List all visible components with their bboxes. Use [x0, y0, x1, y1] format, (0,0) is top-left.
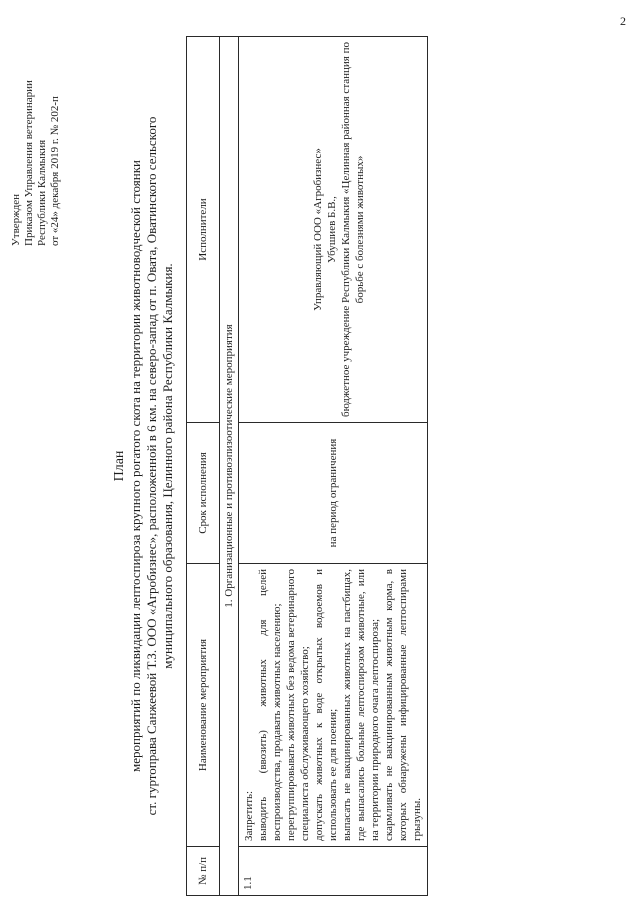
approval-line: Утвержден: [10, 193, 22, 246]
executor-line: Управляющий ООО «Агробизнес»: [312, 148, 324, 311]
title-line: мероприятий по ликвидации лептоспироза крупного рогатого скота на территории животноводческой стоянки: [128, 160, 143, 772]
plan-table: [186, 36, 428, 896]
col-header-deadline: Срок исполнения: [187, 423, 220, 564]
executor-line: бюджетное учреждение Республики Калмыкия «Целинная районная станция по борьбе с болезнями животных»: [340, 42, 366, 417]
col-header-measure: Наименование мероприятия: [187, 564, 220, 847]
row-number: 1.1: [239, 847, 428, 896]
table-header-row: [187, 37, 220, 896]
measure-item: перегруппировывать животных без ведома ветеринарного специалиста обслуживающего хозяйство;: [285, 569, 311, 841]
deadline-cell: на период ограничения: [239, 423, 428, 564]
section-row: [220, 37, 239, 896]
measure-item: выпасать не вакцинированных животных на пастбищах, где выпасались больные лептоспирозом животные, или на территории природного очага лептоспироза;: [341, 569, 381, 841]
executors-cell: [239, 37, 428, 423]
table-row: [239, 37, 428, 896]
approval-line: от «24» декабря 2019 г. № 202-п: [49, 96, 61, 246]
approval-stamp: [10, 46, 62, 246]
executor-line: Убушиев Б.В.,: [326, 196, 338, 263]
col-header-executors: Исполнители: [187, 37, 220, 423]
title-line: ст. гуртоправа Санжеевой Т.З. ООО «Агробизнес», расположенной в 6 км. на северо-запад от п. Овата, Оватинского сельского: [144, 116, 159, 816]
page-number: 2: [620, 14, 626, 28]
measure-item: Запретить:: [243, 790, 255, 841]
measures-cell: [239, 564, 428, 847]
measure-item: выводить (ввозить) животных для целей воспроизводства, продавать животных населению;: [257, 569, 283, 841]
measure-item: скармливать не вакцинированным животным корма, в которых обнаружены инфицированные лептоспирами грызуны.: [383, 569, 423, 841]
measure-item: допускать животных к воде открытых водоемов и использовать ее для поения;: [313, 569, 339, 841]
col-header-number: № п/п: [187, 847, 220, 896]
approval-line: Республики Калмыкия: [36, 139, 48, 246]
approval-line: Приказом Управления ветеринарии: [23, 80, 35, 246]
title-line: муниципального образования, Целинного района Республики Калмыкия.: [160, 263, 175, 669]
document-title: [112, 36, 176, 896]
document-sheet: [4, 36, 604, 896]
title-heading: План: [112, 450, 127, 482]
section-title: 1. Организационные и противоэпизоотические мероприятия: [220, 37, 239, 896]
